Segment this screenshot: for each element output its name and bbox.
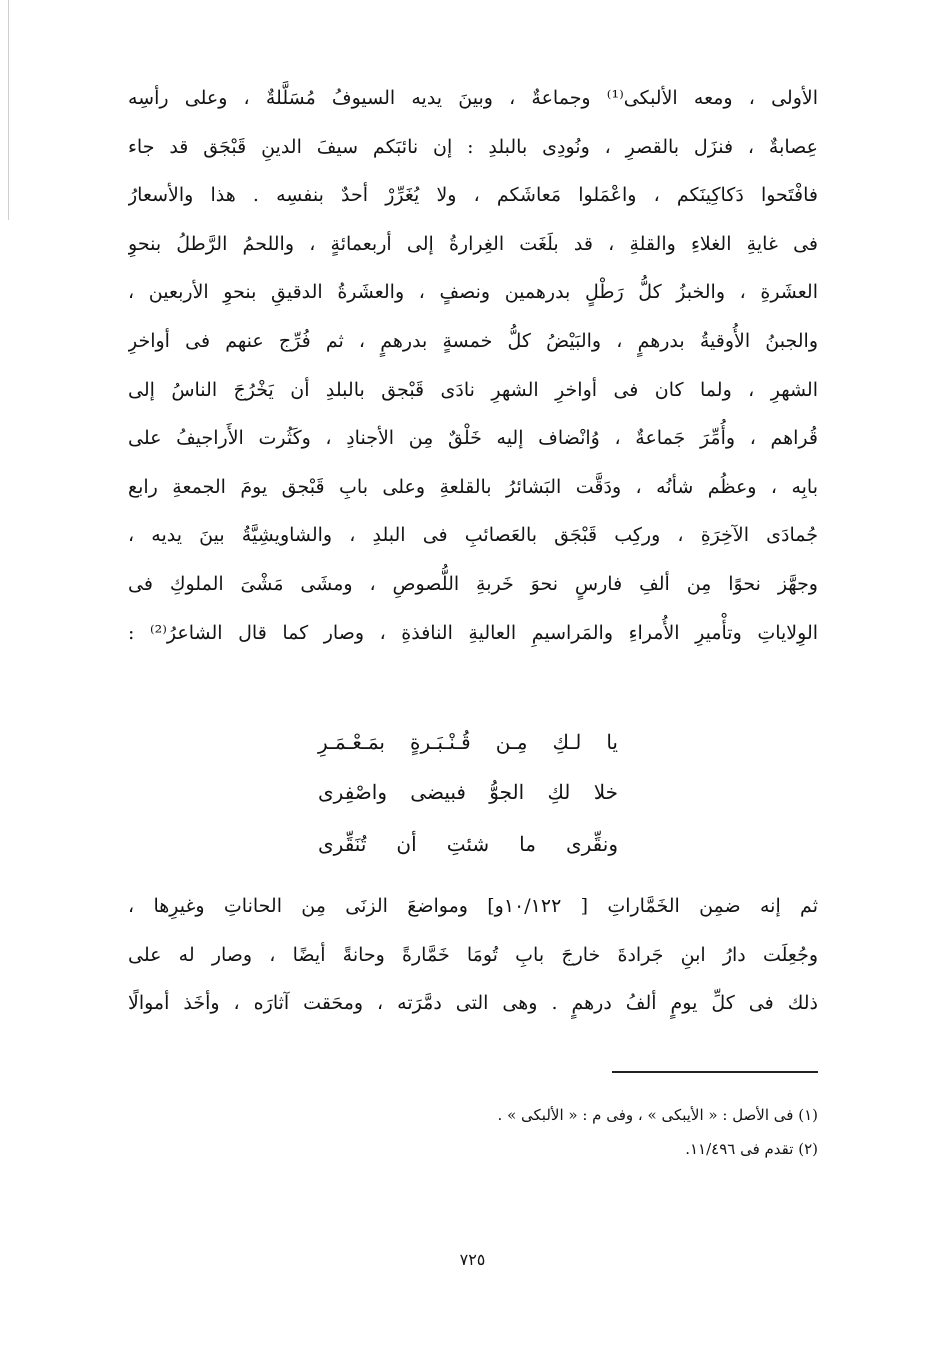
text-line: بابِه ، وعظُم شأنُه ، ودَقَّت البَشائرُ بالقلعةِ وعلى بابِ قَبْجق يومَ الجمعةِ رابع xyxy=(128,475,818,498)
text-line: وجهَّز نحوًا مِن ألفِ فارسٍ نحوَ خَربةِ اللُّصوصِ ، ومشَى مَشْىَ الملوكِ فى xyxy=(128,572,818,595)
text-line: جُمادَى الآخِرَةِ ، وركِب قَبْجَق بالعَصائبِ فى البلدِ ، والشاويشِيَّةُ بينَ يديه ، xyxy=(128,524,818,547)
text-line: عِصابةٌ ، فنزَل بالقصرِ ، ونُودِى بالبلدِ : إن نائبَكم سيفَ الدينِ قَبْجَق قد جاء xyxy=(128,135,818,158)
text-line: ذلك فى كلِّ يومٍ ألفُ درهمٍ . وهى التى دمَّرَته ، ومحَقت آثارَه ، وأخَذ أموالًا xyxy=(128,992,818,1015)
text-line: فى غايةِ الغلاءِ والقلةِ ، قد بلَغَت الغِرارةُ إلى أربعمائةٍ ، واللحمُ الرَّطلُ بنحوِ xyxy=(128,232,818,255)
text-line: فافْتَحوا دَكاكِينَكم ، واعْمَلوا مَعاشَكم ، ولا يُغَرِّرْ أحدٌ بنفسِه . هذا والأسعارُ xyxy=(128,184,818,207)
poem-verse: يا لـكِ مِـن قُـنْـبَـرةٍ بمَـعْـمَـرِ xyxy=(318,730,618,754)
text-line: العشَرةِ ، والخبزُ كلُّ رَطْلٍ بدرهمين ونصفٍ ، والعشَرةُ الدقيقِ بنحوِ الأربعين ، xyxy=(128,281,818,304)
footnote: (١) فى الأصل : « الأيبكى » ، وفى م : « الألبكى » . xyxy=(497,1106,818,1124)
text-line: الوِلاياتِ وتأْميرِ الأُمراءِ والمَراسيمِ العاليةِ النافذةِ ، وصار كما قال الشاعرُ⁽²⁾ : xyxy=(128,621,818,644)
text-line: وجُعِلَت دارُ ابنِ جَرادةَ خارجَ بابِ تُومَا خَمَّارةً وحانةً أيضًا ، وصار له على xyxy=(128,943,818,966)
margin-rule xyxy=(8,0,9,220)
text-line: الشهرِ ، ولما كان فى أواخرِ الشهرِ نادَى قَبْجق بالبلدِ أن يَخْرُجَ الناسُ إلى xyxy=(128,378,818,401)
poem-verse: خلا لكِ الجوُّ فبيضى واصْفِرى xyxy=(318,780,618,804)
poem-verse: ونقِّرى ما شئتِ أن تُنَقِّرى xyxy=(318,832,618,856)
text-line: الأولى ، ومعه الألبكى⁽¹⁾ وجماعةٌ ، وبينَ يديه السيوفُ مُسَلَّلةٌ ، وعلى رأسِه xyxy=(128,87,818,109)
footnote-divider xyxy=(612,1071,818,1073)
page-number: ٧٢٥ xyxy=(459,1250,486,1269)
text-line: قُراهم ، وأُمِّرَ جَماعةٌ ، وُانْضاف إليه خَلْقٌ مِن الأجنادِ ، وكَثُرت الأَراجيفُ على xyxy=(128,427,818,450)
footnotes xyxy=(128,1098,818,1166)
text-line: والجبنُ الأُوقيةُ بدرهمٍ ، والبَيْضُ كلُّ خمسةٍ بدرهمٍ ، ثم فُرِّج عنهم فى أواخرِ xyxy=(128,329,818,352)
main-text-continued xyxy=(128,882,818,1028)
text-line: ثم إنه ضمِن الخَمَّاراتِ [ ١٠/١٢٢و] ومواضعَ الزنَى مِن الحاناتِ وغيرِها ، xyxy=(128,895,818,917)
footnote: (٢) تقدم فى ١١/٤٩٦. xyxy=(685,1140,818,1158)
main-text xyxy=(128,74,818,657)
